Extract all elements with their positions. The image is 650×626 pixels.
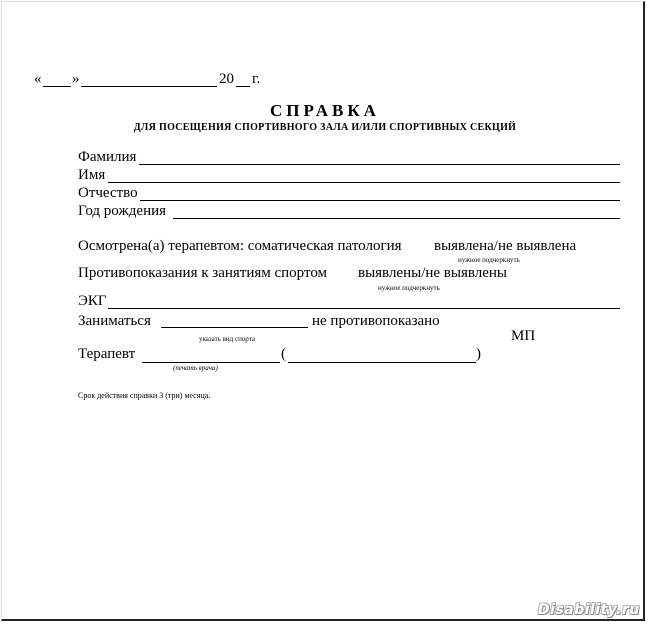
contraindications-options[interactable]: выявлены/не выявлены (358, 265, 507, 281)
patronymic-input-line[interactable] (140, 200, 620, 201)
therapist-open-paren: ( (281, 346, 286, 362)
date-close-quote: » (72, 71, 80, 87)
sport-type-hint: указать вид спорта (199, 335, 255, 343)
validity-note: Срок действия справки 3 (три) месяца. (78, 391, 211, 400)
year-suffix: г. (252, 71, 261, 87)
therapist-signature-line[interactable] (142, 362, 280, 363)
document-frame (1, 1, 645, 621)
ecg-input-line[interactable] (108, 308, 620, 309)
name-input-line[interactable] (108, 182, 620, 183)
birth-year-input-line[interactable] (173, 218, 620, 219)
name-label: Имя (78, 167, 106, 183)
therapist-label: Терапевт (78, 346, 136, 362)
examination-hint: нужное подчеркнуть (458, 256, 520, 264)
day-blank[interactable] (43, 86, 71, 87)
contraindications-text: Противопоказания к занятиям спортом (78, 265, 328, 281)
year-prefix: 20 (219, 71, 234, 87)
surname-label: Фамилия (78, 149, 137, 165)
contraindications-hint: нужное подчеркнуть (378, 284, 440, 292)
examination-options[interactable]: выявлена/не выявлена (434, 238, 577, 254)
document-title: СПРАВКА (270, 101, 380, 120)
stamp-mark: МП (511, 328, 536, 344)
therapist-hint: (печать врача) (173, 364, 218, 372)
examination-text: Осмотрена(а) терапевтом: соматическая патология (78, 238, 402, 254)
sport-type-input-line[interactable] (161, 327, 308, 328)
therapist-close-paren: ) (476, 346, 481, 362)
ecg-label: ЭКГ (78, 293, 107, 309)
patronymic-label: Отчество (78, 185, 138, 201)
exercise-label: Заниматься (78, 313, 151, 329)
year-blank[interactable] (236, 86, 250, 87)
exercise-suffix: не противопоказано (312, 313, 440, 329)
date-open-quote: « (34, 71, 42, 87)
document-subtitle: ДЛЯ ПОСЕЩЕНИЯ СПОРТИВНОГО ЗАЛА И/ИЛИ СПОРТИВНЫХ СЕКЦИЙ (133, 122, 517, 133)
therapist-name-line[interactable] (288, 362, 476, 363)
month-blank[interactable] (81, 86, 217, 87)
watermark: Disability.ru (538, 602, 640, 618)
birth-year-label: Год рождения (78, 203, 167, 219)
surname-input-line[interactable] (139, 164, 620, 165)
